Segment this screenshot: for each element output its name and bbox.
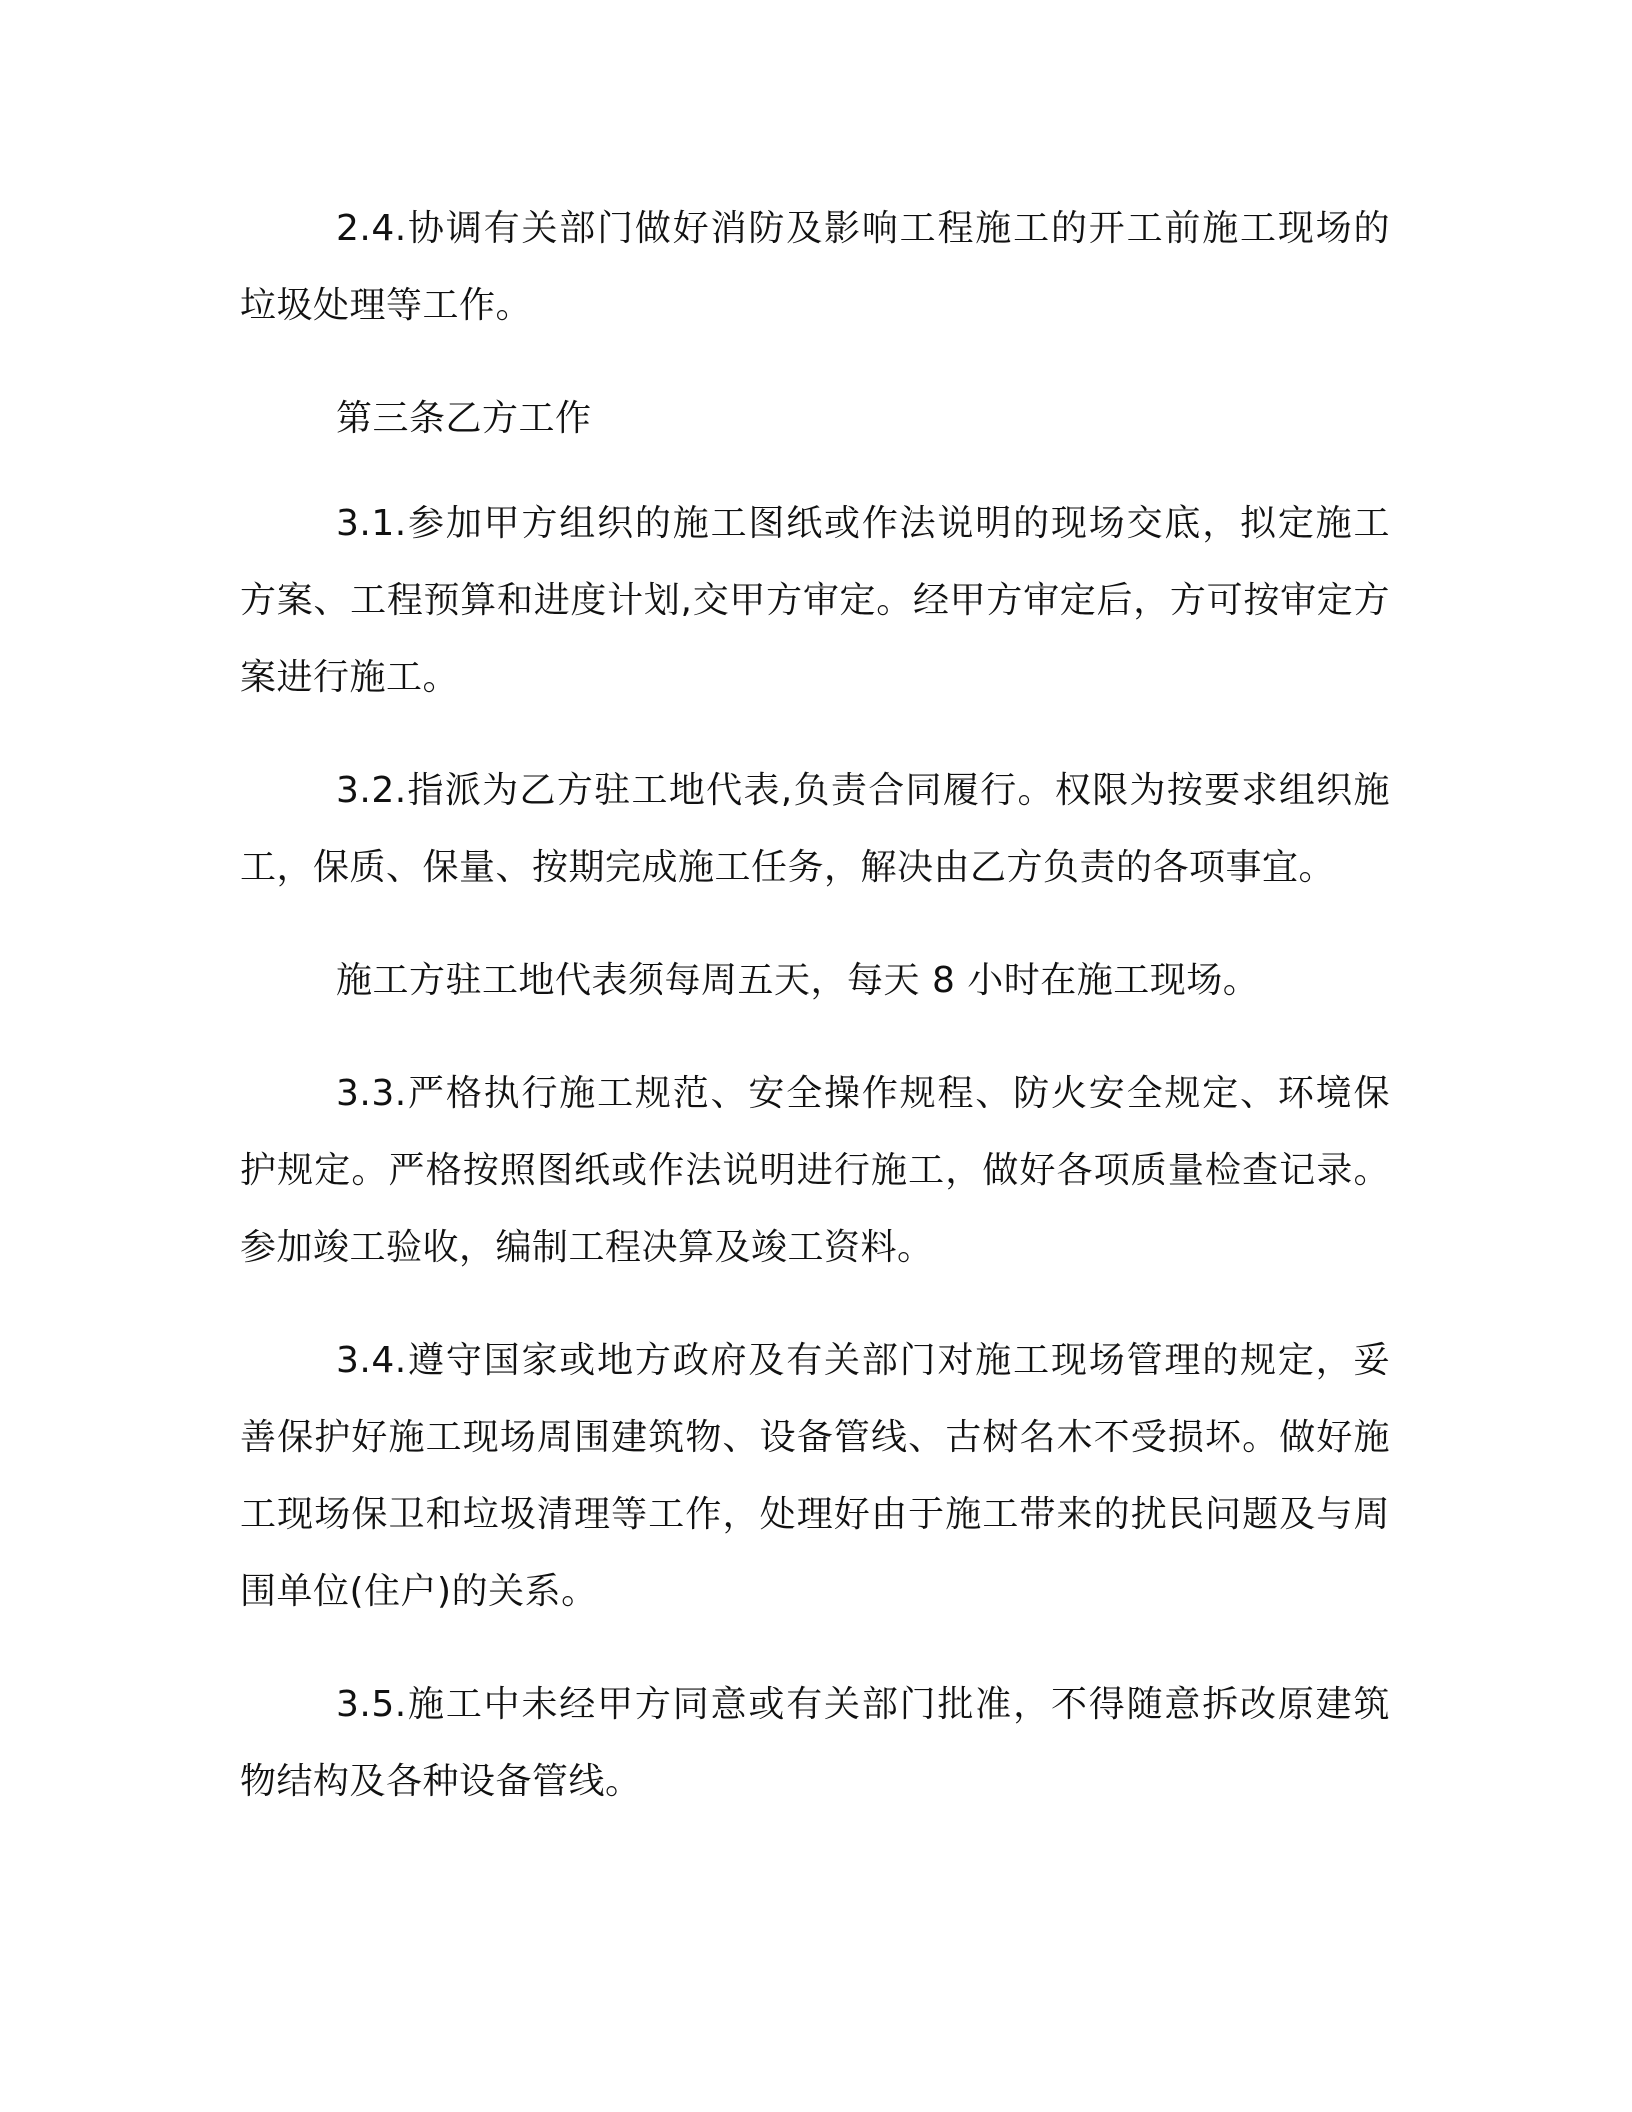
paragraph-2-4: 2.4.协调有关部门做好消防及影响工程施工的开工前施工现场的垃圾处理等工作。 bbox=[240, 208, 1390, 326]
paragraph-3-2: 3.2.指派为乙方驻工地代表,负责合同履行。权限为按要求组织施工，保质、保量、按期完成施工任务，解决由乙方负责的各项事宜。 bbox=[240, 770, 1390, 888]
paragraph-3-5: 3.5.施工中未经甲方同意或有关部门批准，不得随意拆改原建筑物结构及各种设备管线。 bbox=[240, 1684, 1390, 1802]
section-heading-article-3: 第三条乙方工作 bbox=[336, 398, 592, 439]
document-page bbox=[240, 190, 1390, 1856]
paragraph-3-4: 3.4.遵守国家或地方政府及有关部门对施工现场管理的规定，妥善保护好施工现场周围建筑物、设备管线、古树名木不受损坏。做好施工现场保卫和垃圾清理等工作，处理好由于施工带来的扰民问题及与周围单位(住户)的关系。 bbox=[240, 1340, 1390, 1612]
paragraph-3-1: 3.1.参加甲方组织的施工图纸或作法说明的现场交底，拟定施工方案、工程预算和进度计划,交甲方审定。经甲方审定后，方可按审定方案进行施工。 bbox=[240, 503, 1390, 698]
paragraph-site-representative: 施工方驻工地代表须每周五天，每天 8 小时在施工现场。 bbox=[336, 960, 1260, 1001]
paragraph-3-3: 3.3.严格执行施工规范、安全操作规程、防火安全规定、环境保护规定。严格按照图纸或作法说明进行施工，做好各项质量检查记录。参加竣工验收，编制工程决算及竣工资料。 bbox=[240, 1073, 1390, 1268]
